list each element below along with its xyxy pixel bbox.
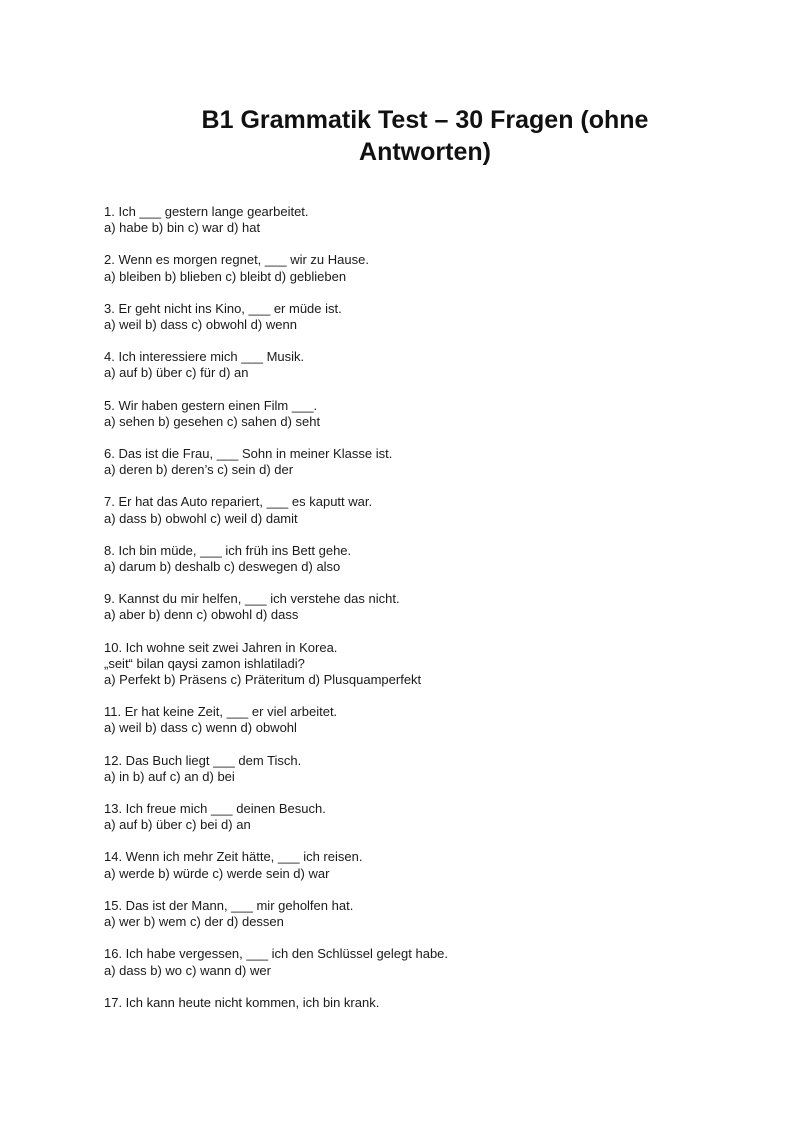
question-options: a) dass b) obwohl c) weil d) damit <box>104 510 298 526</box>
question-options: a) darum b) deshalb c) deswegen d) also <box>104 559 341 575</box>
question-item <box>104 252 744 284</box>
question-prompt: 6. Das ist die Frau, ___ Sohn in meiner Klasse ist. <box>104 446 393 462</box>
question-item <box>104 995 744 1011</box>
question-prompt: 9. Kannst du mir helfen, ___ ich verstehe das nicht. <box>104 591 400 607</box>
question-prompt: 2. Wenn es morgen regnet, ___ wir zu Hause. <box>104 252 369 268</box>
question-options: a) aber b) denn c) obwohl d) dass <box>104 607 299 623</box>
question-item <box>104 849 744 881</box>
question-item <box>104 301 744 333</box>
question-options: a) bleiben b) blieben c) bleibt d) geblieben <box>104 268 347 284</box>
question-item <box>104 801 744 833</box>
page-title: B1 Grammatik Test – 30 Fragen (ohne Antworten) <box>201 106 649 166</box>
question-options: a) deren b) deren’s c) sein d) der <box>104 462 294 478</box>
question-item <box>104 398 744 430</box>
question-item <box>104 543 744 575</box>
question-item <box>104 591 744 623</box>
question-item <box>104 640 744 689</box>
question-item <box>104 204 744 236</box>
question-item <box>104 753 744 785</box>
question-note: „seit“ bilan qaysi zamon ishlatiladi? <box>104 655 305 671</box>
question-list <box>104 204 744 1027</box>
question-options: a) auf b) über c) bei d) an <box>104 817 251 833</box>
question-options: a) auf b) über c) für d) an <box>104 365 249 381</box>
question-prompt: 10. Ich wohne seit zwei Jahren in Korea. <box>104 639 338 655</box>
question-options: a) wer b) wem c) der d) dessen <box>104 914 284 930</box>
question-prompt: 11. Er hat keine Zeit, ___ er viel arbeitet. <box>104 704 338 720</box>
question-prompt: 5. Wir haben gestern einen Film ___. <box>104 397 318 413</box>
question-item <box>104 946 744 978</box>
question-prompt: 12. Das Buch liegt ___ dem Tisch. <box>104 752 302 768</box>
question-options: a) Perfekt b) Präsens c) Präteritum d) Plusquamperfekt <box>104 672 422 688</box>
question-options: a) in b) auf c) an d) bei <box>104 768 235 784</box>
question-prompt: 16. Ich habe vergessen, ___ ich den Schlüssel gelegt habe. <box>104 946 449 962</box>
question-prompt: 8. Ich bin müde, ___ ich früh ins Bett gehe. <box>104 542 352 558</box>
question-options: a) weil b) dass c) obwohl d) wenn <box>104 317 297 333</box>
question-prompt: 13. Ich freue mich ___ deinen Besuch. <box>104 801 326 817</box>
question-prompt: 4. Ich interessiere mich ___ Musik. <box>104 349 305 365</box>
question-prompt: 1. Ich ___ gestern lange gearbeitet. <box>104 204 309 219</box>
question-options: a) werde b) würde c) werde sein d) war <box>104 865 330 881</box>
question-prompt: 3. Er geht nicht ins Kino, ___ er müde ist. <box>104 300 342 316</box>
question-prompt: 14. Wenn ich mehr Zeit hätte, ___ ich reisen. <box>104 849 363 865</box>
question-options: a) sehen b) gesehen c) sahen d) seht <box>104 413 321 429</box>
question-options: a) weil b) dass c) wenn d) obwohl <box>104 720 297 736</box>
question-item <box>104 898 744 930</box>
question-item <box>104 704 744 736</box>
question-options: a) dass b) wo c) wann d) wer <box>104 962 271 978</box>
question-item <box>104 494 744 526</box>
question-prompt: 15. Das ist der Mann, ___ mir geholfen hat. <box>104 897 354 913</box>
question-item <box>104 349 744 381</box>
question-options: a) habe b) bin c) war d) hat <box>104 220 261 236</box>
question-prompt: 17. Ich kann heute nicht kommen, ich bin krank. <box>104 994 380 1010</box>
question-prompt: 7. Er hat das Auto repariert, ___ es kaputt war. <box>104 494 373 510</box>
question-item <box>104 446 744 478</box>
